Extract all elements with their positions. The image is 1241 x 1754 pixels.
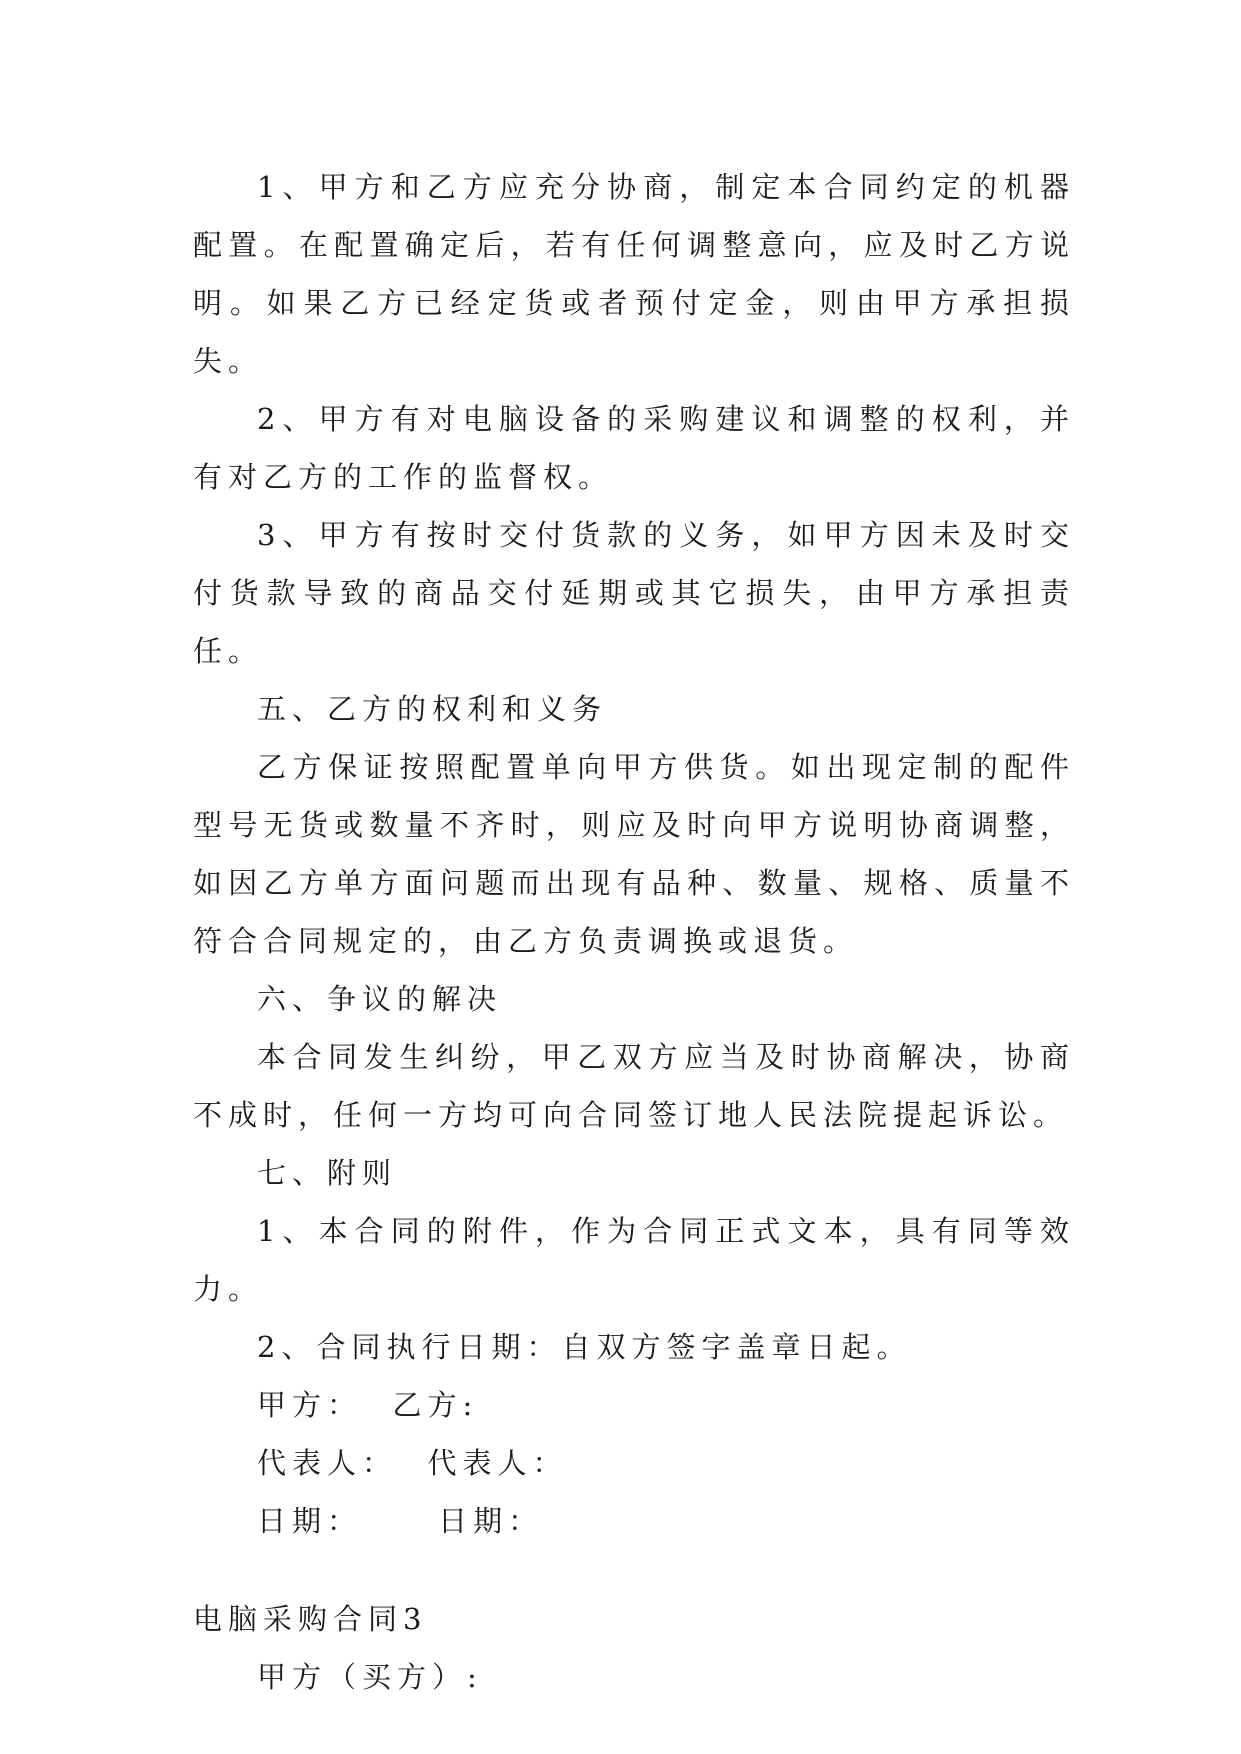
- clause-d2: 2、合同执行日期：自双方签字盖章日起。: [257, 1330, 912, 1364]
- date-a-label: 日期：: [257, 1504, 363, 1538]
- section-heading-7: 七、附则: [257, 1156, 398, 1190]
- signature-rep-row: [193, 1434, 1075, 1492]
- section-heading-6: 六、争议的解决: [257, 982, 503, 1016]
- section-heading-5: 五、乙方的权利和义务: [257, 692, 608, 726]
- signature-party-row: [193, 1376, 1075, 1434]
- clause-b1: 乙方保证按照配置单向甲方供货。如出现定制的配件型号无货或数量不齐时，则应及时向甲方说明协商调整，如因乙方单方面问题而出现有品种、数量、规格、质量不符合合同规定的，由乙方负责调换或退货。: [193, 750, 1075, 958]
- next-section-first-line: 甲方（买方）:: [257, 1660, 483, 1694]
- rep-a-label: 代表人：: [257, 1446, 398, 1480]
- clause-a2: 2、甲方有对电脑设备的采购建议和调整的权利，并有对乙方的工作的监督权。: [193, 402, 1075, 494]
- date-b-label: 日期：: [438, 1504, 544, 1538]
- party-b-label: 乙方:: [392, 1388, 479, 1422]
- clause-a3: 3、甲方有按时交付货款的义务，如甲方因未及时交付货款导致的商品交付延期或其它损失，由甲方承担责任。: [193, 518, 1075, 668]
- rep-b-label: 代表人：: [427, 1446, 568, 1480]
- section-gap: [193, 1550, 1075, 1590]
- document-body: [193, 158, 1075, 1706]
- next-section-title: 电脑采购合同3: [193, 1602, 428, 1636]
- signature-date-row: [193, 1492, 1075, 1550]
- clause-d1: 1、本合同的附件，作为合同正式文本，具有同等效力。: [193, 1214, 1075, 1306]
- clause-c1: 本合同发生纠纷，甲乙双方应当及时协商解决，协商不成时，任何一方均可向合同签订地人民法院提起诉讼。: [193, 1040, 1075, 1132]
- party-a-label: 甲方：: [257, 1388, 363, 1422]
- clause-a1: 1、甲方和乙方应充分协商，制定本合同约定的机器配置。在配置确定后，若有任何调整意向，应及时乙方说明。如果乙方已经定货或者预付定金，则由甲方承担损失。: [193, 170, 1075, 378]
